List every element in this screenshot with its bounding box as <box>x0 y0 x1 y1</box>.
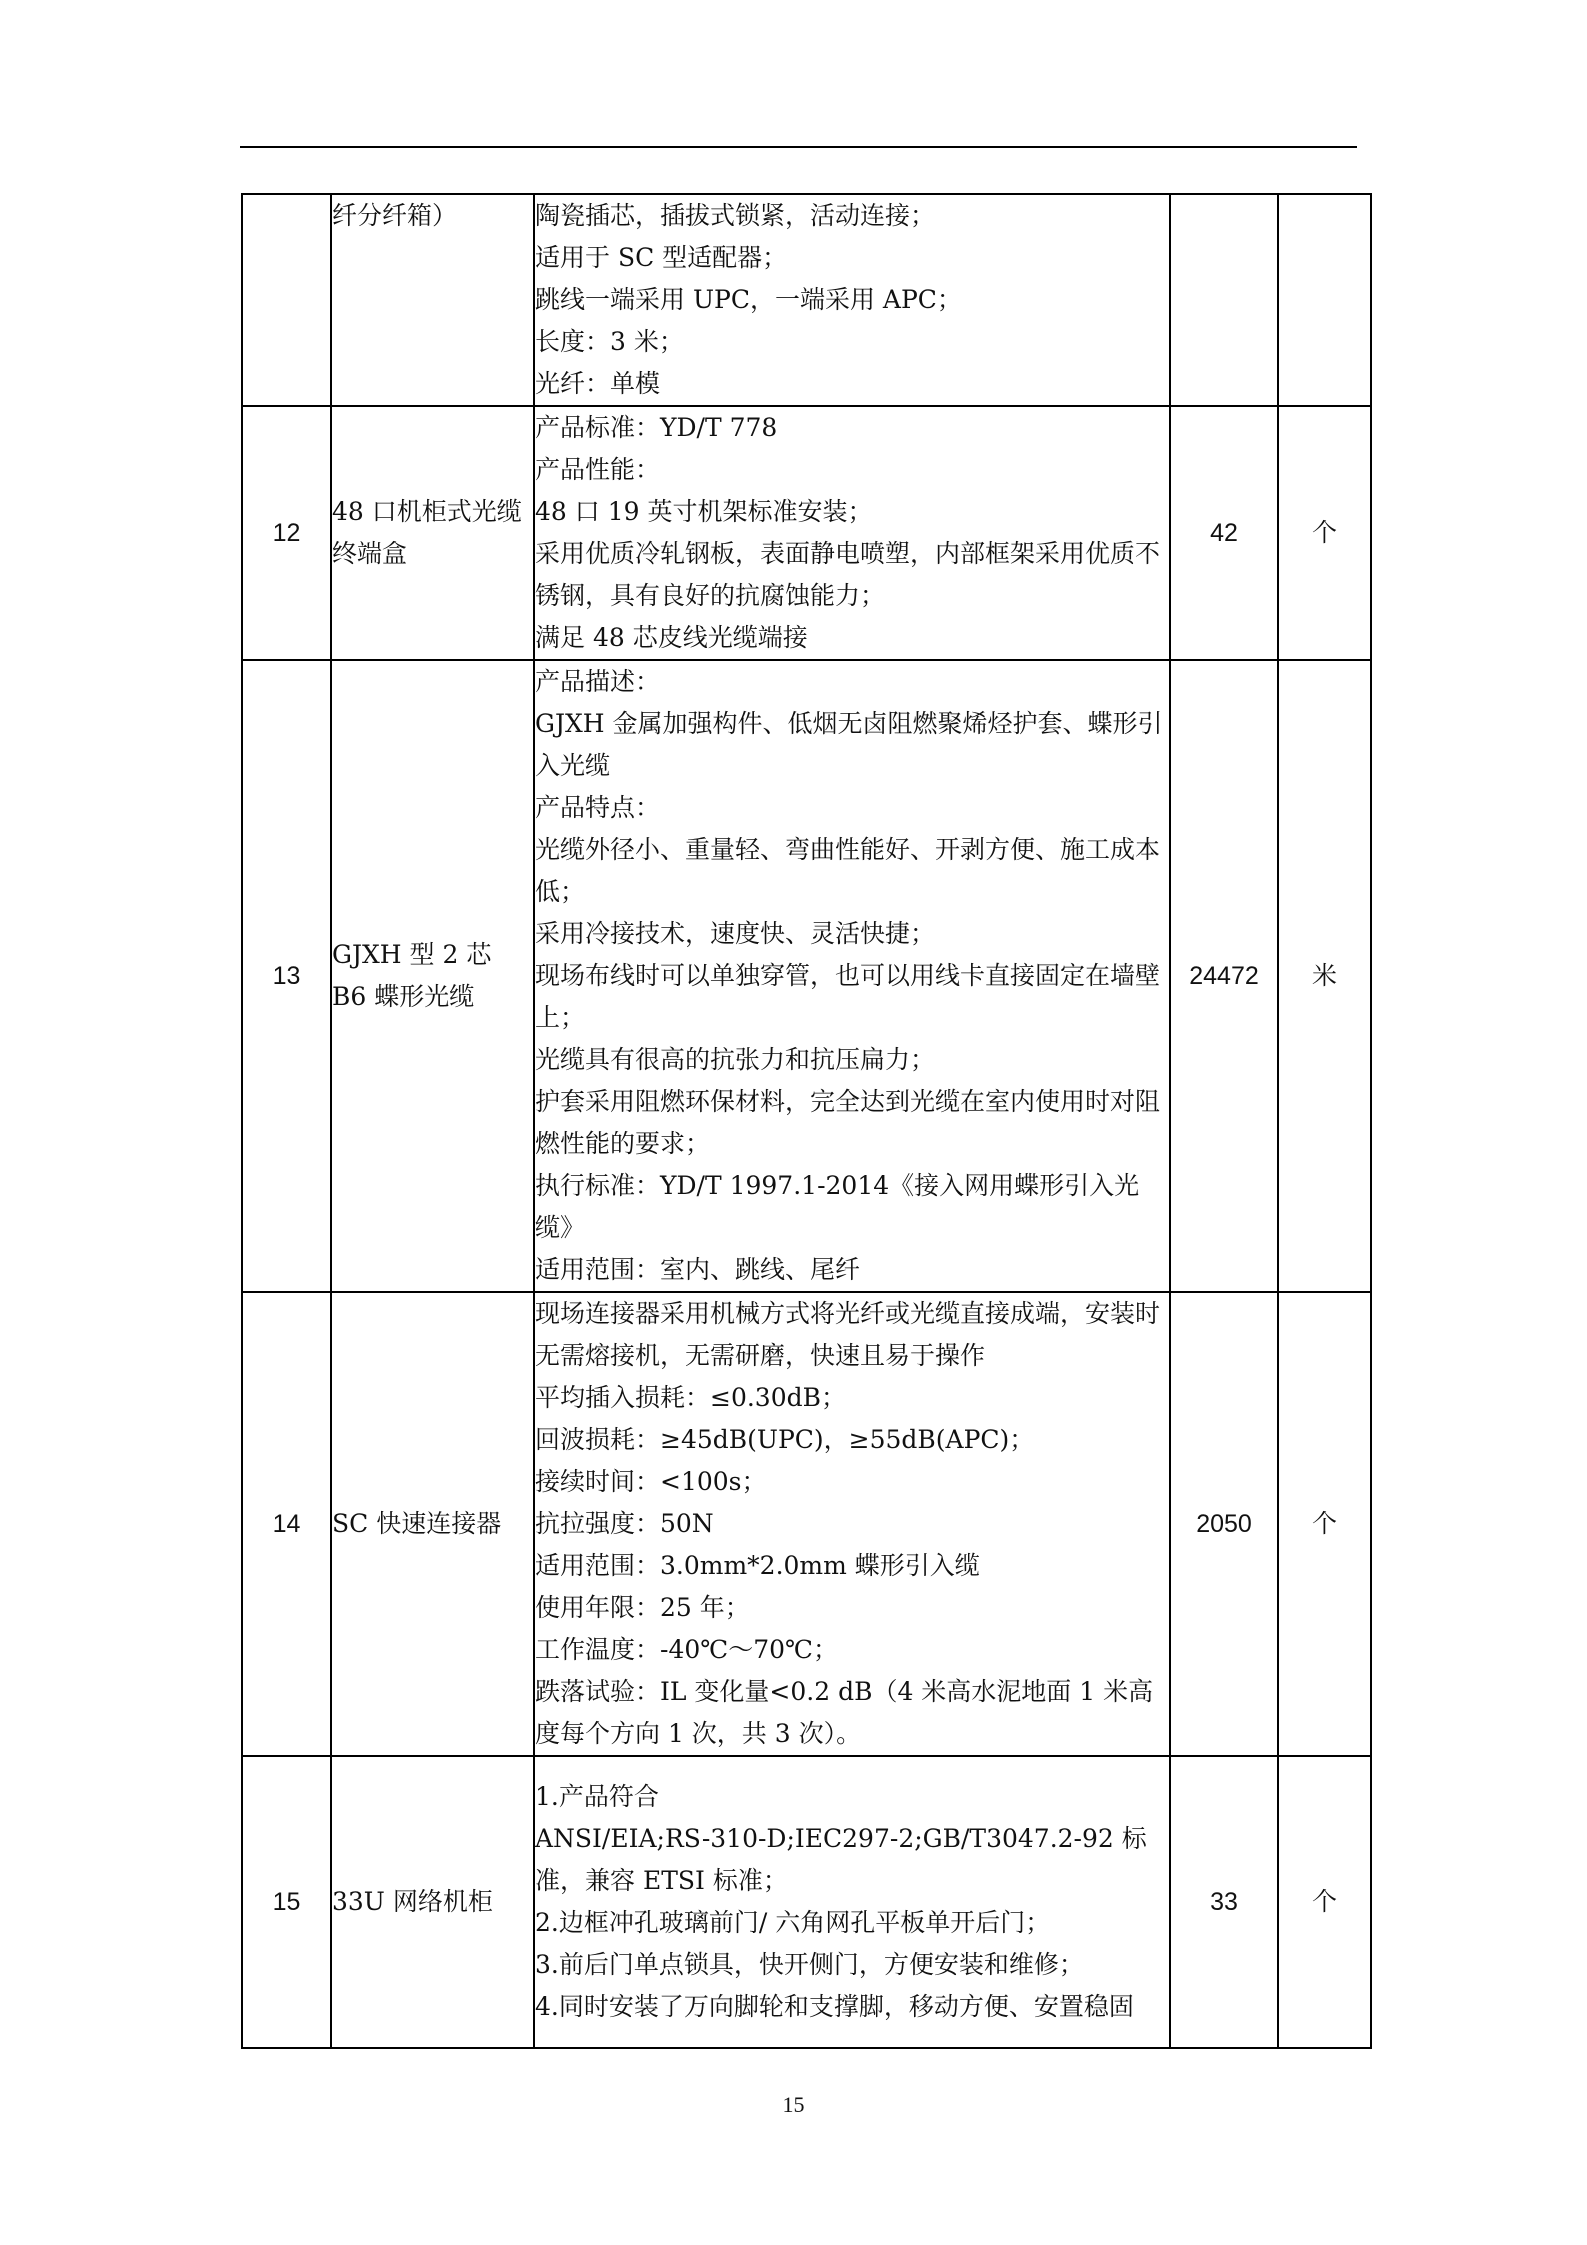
description-line: ANSI/EIA;RS-310-D;IEC297-2;GB/T3047.2-92 标准，兼容 ETSI 标准； <box>535 1824 1147 1895</box>
item-name: 33U 网络机柜 <box>331 1756 534 2048</box>
description-line: 适用范围：3.0mm*2.0mm 蝶形引入缆 <box>535 1551 980 1580</box>
description-line: 满足 48 芯皮线光缆端接 <box>535 623 808 652</box>
spec-table <box>241 193 1372 2049</box>
item-name: GJXH 型 2 芯 B6 蝶形光缆 <box>331 660 534 1292</box>
table-row <box>242 194 1371 406</box>
description-line: 使用年限：25 年； <box>535 1593 750 1622</box>
item-unit: 个 <box>1278 406 1371 660</box>
item-quantity <box>1170 194 1278 406</box>
item-number: 15 <box>242 1756 331 2048</box>
item-number: 13 <box>242 660 331 1292</box>
description-line: 1.产品符合 <box>535 1782 659 1811</box>
description-line: 2.边框冲孔玻璃前门/ 六角网孔平板单开后门； <box>535 1908 1051 1937</box>
item-description <box>534 660 1170 1292</box>
description-line: 跳线一端采用 UPC，一端采用 APC； <box>535 285 962 314</box>
description-line: 护套采用阻燃环保材料，完全达到光缆在室内使用时对阻燃性能的要求； <box>535 1087 1161 1158</box>
item-unit <box>1278 194 1371 406</box>
description-line: 回波损耗：≥45dB(UPC)，≥55dB(APC)； <box>535 1425 1035 1454</box>
description-line: 产品描述： <box>535 667 661 696</box>
table-row <box>242 1292 1371 1756</box>
item-quantity: 33 <box>1170 1756 1278 2048</box>
item-description <box>534 194 1170 406</box>
description-line: 产品性能： <box>535 455 661 484</box>
header-rule <box>240 146 1357 148</box>
description-line: 长度：3 米； <box>535 327 684 356</box>
table-row <box>242 660 1371 1292</box>
item-name: SC 快速连接器 <box>331 1292 534 1756</box>
description-line: 光缆具有很高的抗张力和抗压扁力； <box>535 1045 936 1074</box>
page-number: 15 <box>782 2092 805 2117</box>
item-name: 48 口机柜式光缆终端盒 <box>331 406 534 660</box>
description-line: 采用冷接技术，速度快、灵活快捷； <box>535 919 936 948</box>
item-number <box>242 194 331 406</box>
item-quantity: 2050 <box>1170 1292 1278 1756</box>
item-number: 14 <box>242 1292 331 1756</box>
item-quantity: 42 <box>1170 406 1278 660</box>
description-line: 抗拉强度：50N <box>535 1509 714 1538</box>
description-line: 适用于 SC 型适配器； <box>535 243 788 272</box>
description-line: 光纤：单模 <box>535 369 661 398</box>
description-line: 48 口 19 英寸机架标准安装； <box>535 497 873 526</box>
description-line: 产品标准：YD/T 778 <box>535 413 778 442</box>
description-line: 执行标准：YD/T 1997.1-2014《接入网用蝶形引入光缆》 <box>535 1171 1140 1242</box>
table-row <box>242 1756 1371 2048</box>
description-line: 现场布线时可以单独穿管，也可以用线卡直接固定在墙壁上； <box>535 961 1161 1032</box>
item-description <box>534 1756 1170 2048</box>
description-line: 产品特点： <box>535 793 661 822</box>
item-name: 纤分纤箱） <box>331 194 534 406</box>
item-description <box>534 406 1170 660</box>
description-line: 3.前后门单点锁具，快开侧门，方便安装和维修； <box>535 1950 1084 1979</box>
description-line: 光缆外径小、重量轻、弯曲性能好、开剥方便、施工成本低； <box>535 835 1161 906</box>
description-line: 采用优质冷轧钢板，表面静电喷塑，内部框架采用优质不锈钢，具有良好的抗腐蚀能力； <box>535 539 1161 610</box>
item-number: 12 <box>242 406 331 660</box>
item-unit: 个 <box>1278 1292 1371 1756</box>
description-line: 现场连接器采用机械方式将光纤或光缆直接成端，安装时无需熔接机，无需研磨，快速且易于操作 <box>535 1299 1161 1370</box>
table-row <box>242 406 1371 660</box>
description-line: 适用范围：室内、跳线、尾纤 <box>535 1255 861 1284</box>
description-line: 陶瓷插芯，插拔式锁紧，活动连接； <box>535 201 936 230</box>
description-line: 接续时间：<100s； <box>535 1467 767 1496</box>
description-line: 4.同时安装了万向脚轮和支撑脚，移动方便、安置稳固 <box>535 1992 1134 2021</box>
description-line: 平均插入损耗：≤0.30dB； <box>535 1383 846 1412</box>
item-quantity: 24472 <box>1170 660 1278 1292</box>
item-description <box>534 1292 1170 1756</box>
item-unit: 个 <box>1278 1756 1371 2048</box>
description-line: 跌落试验：IL 变化量<0.2 dB（4 米高水泥地面 1 米高度每个方向 1 次，共 3 次）。 <box>535 1677 1154 1748</box>
item-unit: 米 <box>1278 660 1371 1292</box>
description-line: GJXH 金属加强构件、低烟无卤阻燃聚烯烃护套、蝶形引入光缆 <box>535 709 1163 780</box>
description-line: 工作温度：-40℃～70℃； <box>535 1635 839 1664</box>
